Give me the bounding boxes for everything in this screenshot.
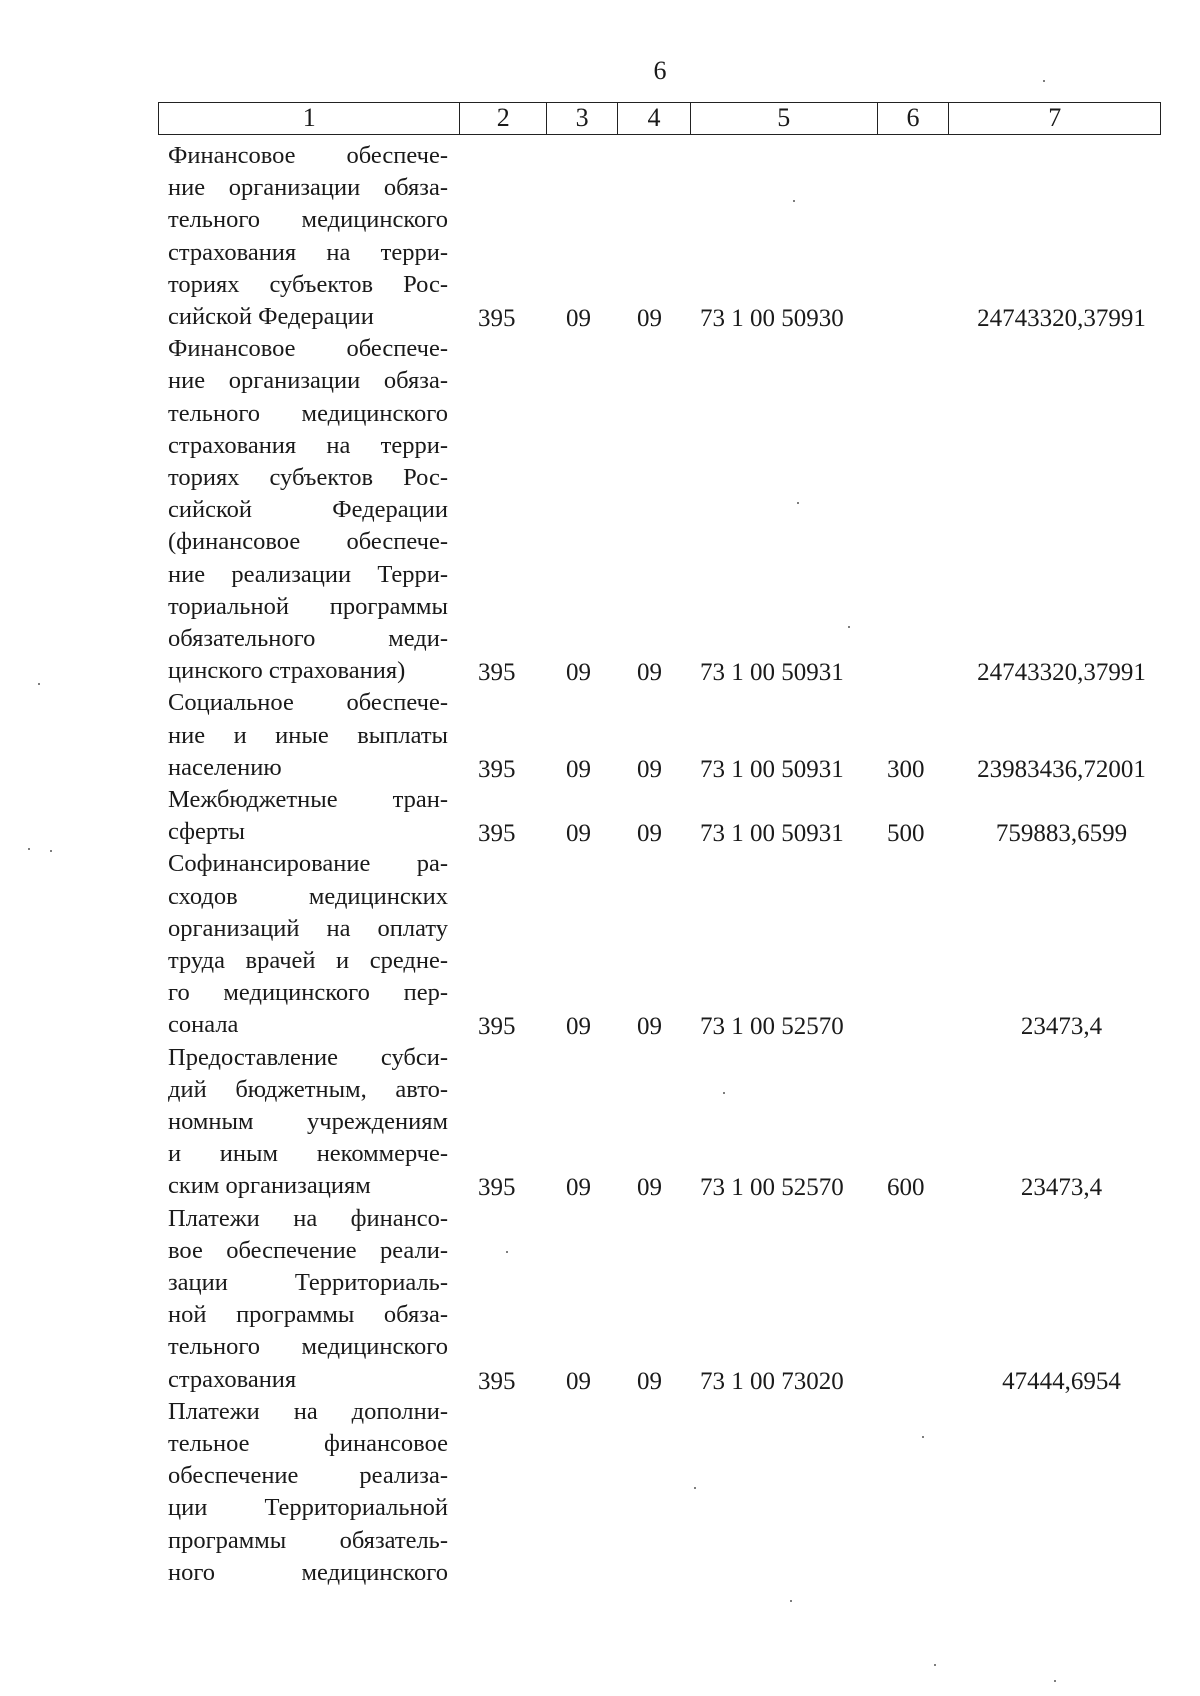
cell-col-5: 73 1 00 50931 [700,755,844,783]
row-description [168,687,448,784]
scan-speck [797,502,799,504]
scan-speck [723,1092,725,1094]
scan-speck [1043,80,1045,82]
description-line: дий бюджетным, авто- [168,1075,448,1103]
description-line: Социальное обеспече- [168,689,448,717]
cell-col-2: 395 [478,820,516,848]
description-line: сийской Федерации [168,303,374,331]
description-line: ного медицинского [168,1558,448,1586]
description-line: тельного медицинского [168,1333,448,1361]
description-line: вое обеспечение реали- [168,1236,448,1264]
header-cell-3: 3 [547,103,618,134]
cell-col-5: 73 1 00 52570 [700,1013,844,1041]
cell-col-7: 24743320,37991 [977,305,1146,332]
description-line: Предоставление субси- [168,1043,448,1071]
row-description [168,784,448,848]
description-line: ториях субъектов Рос- [168,464,448,491]
header-cell-5: 5 [691,103,878,134]
page-number: 6 [653,56,667,85]
row-description [168,848,448,1041]
cell-col-4: 09 [637,820,662,848]
description-line: ние организации обяза- [168,174,448,202]
cell-col-4: 09 [637,659,662,687]
header-cell-4: 4 [618,103,691,134]
description-line: Межбюджетные тран- [168,786,448,813]
header-cell-1: 1 [159,103,460,134]
row-description [168,1203,448,1396]
cell-col-5: 73 1 00 50931 [700,659,844,687]
description-line: страхования на терри- [168,431,448,459]
description-line: обязательного меди- [168,625,448,653]
cell-col-3: 09 [566,820,591,848]
header-cell-6: 6 [878,103,950,134]
description-line: ние реализации Терри- [168,560,448,588]
cell-col-3: 09 [566,305,591,332]
description-line: Финансовое обеспече- [168,335,448,363]
header-cell-7: 7 [1048,103,1062,132]
cell-col-2: 395 [478,755,516,783]
scan-speck [848,626,850,628]
cell-col-3: 09 [566,1367,591,1395]
row-description [168,1042,448,1203]
cell-col-4: 09 [637,305,662,332]
cell-col-2: 395 [478,305,516,332]
description-line: ториях субъектов Рос- [168,270,448,298]
description-line: сходов медицинских [168,882,448,910]
description-line: сферты [168,818,246,846]
row-description [168,333,448,687]
description-line: ториальной программы [168,592,448,620]
cell-col-2: 395 [478,659,516,687]
description-line: ной программы обяза- [168,1301,448,1329]
scan-speck [934,1664,936,1666]
cell-col-2: 395 [478,1367,516,1395]
scan-speck [28,848,30,850]
cell-col-5: 73 1 00 50931 [700,820,844,848]
description-line: сонала [168,1011,239,1039]
description-line: Платежи на финансо- [168,1204,448,1232]
description-line: ции Территориальной [168,1494,448,1522]
description-line: обеспечение реализа- [168,1462,448,1490]
cell-col-3: 09 [566,755,591,783]
cell-col-7: 23473,4 [1020,1174,1103,1202]
description-line: программы обязатель- [168,1526,448,1554]
description-line: (финансовое обеспече- [168,528,448,556]
cell-col-7: 759883,6599 [995,820,1128,848]
description-line: Софинансирование ра- [168,850,448,878]
cell-col-2: 395 [478,1174,516,1202]
description-line: и иным некоммерче- [168,1140,448,1168]
cell-col-5: 73 1 00 73020 [700,1367,844,1395]
cell-col-3: 09 [566,659,591,687]
cell-col-7: 23983436,72001 [977,755,1146,783]
scan-speck [790,1600,792,1602]
header-cell-2: 2 [460,103,547,134]
cell-col-4: 09 [637,755,662,783]
cell-col-6: 500 [887,820,925,848]
scan-speck [38,683,40,685]
scan-speck [694,1487,696,1489]
description-line: Платежи на дополни- [168,1397,448,1425]
description-line: организаций на оплату [168,914,448,942]
description-line: страхования [168,1365,297,1393]
description-line: ние организации обяза- [168,367,448,395]
description-line: го медицинского пер- [168,979,448,1007]
description-line: сийской Федерации [168,496,448,524]
scan-speck [506,1251,508,1253]
description-line: зации Территориаль- [168,1269,448,1296]
table-header-row [158,102,1161,135]
cell-col-3: 09 [566,1013,591,1041]
description-line: страхования на терри- [168,238,448,266]
scan-speck [922,1436,924,1438]
description-line: ние и иные выплаты [168,721,448,749]
description-line: тельное финансовое [168,1430,448,1457]
cell-col-4: 09 [637,1174,662,1202]
description-line: номным учреждениям [168,1108,448,1135]
cell-col-7: 24743320,37991 [977,659,1146,687]
cell-col-5: 73 1 00 52570 [700,1174,844,1202]
description-line: труда врачей и средне- [168,947,448,974]
description-line: цинского страхования) [168,657,406,685]
cell-col-6: 300 [887,755,925,783]
scan-speck [1054,1680,1056,1682]
description-line: тельного медицинского [168,206,448,234]
scan-speck [793,200,795,202]
row-description [168,140,448,333]
description-line: ским организациям [168,1172,371,1200]
cell-col-7: 23473,4 [1020,1013,1103,1041]
cell-col-3: 09 [566,1174,591,1202]
description-line: Финансовое обеспече- [168,142,448,169]
cell-col-6: 600 [887,1174,925,1202]
description-line: населению [168,753,282,781]
scan-speck [50,850,52,852]
cell-col-2: 395 [478,1013,516,1041]
cell-col-4: 09 [637,1013,662,1041]
row-description [168,1396,448,1589]
description-line: тельного медицинского [168,399,448,427]
cell-col-7: 47444,6954 [1002,1367,1121,1395]
cell-col-5: 73 1 00 50930 [700,305,844,332]
cell-col-4: 09 [637,1367,662,1395]
